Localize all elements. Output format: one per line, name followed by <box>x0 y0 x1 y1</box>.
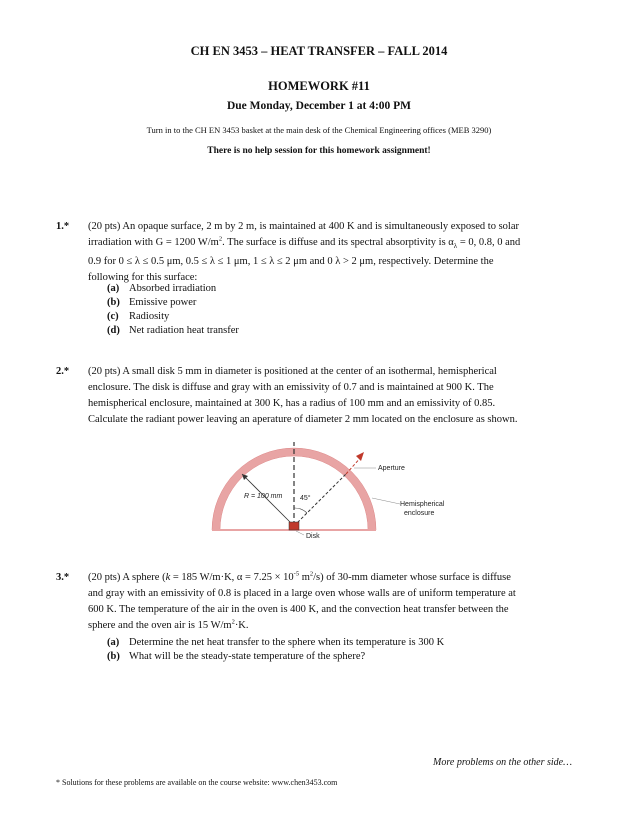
no-help-note: There is no help session for this homework assignment! <box>207 146 431 156</box>
course-title: CH EN 3453 – HEAT TRANSFER – FALL 2014 <box>190 44 448 58</box>
problem-number: 1.* <box>56 221 70 232</box>
list-item: (b) Emissive power <box>107 297 197 308</box>
problem-text-line: irradiation with G = 1200 $W/m^2$. The surface is diffuse and its spectral absorptivity is $\alpha_\lambda = 0$, 0.8, 0 and <box>88 235 521 251</box>
problem-text-line: (20 pts) A small disk 5 mm in diameter is positioned at the center of an isothermal, hemispherical <box>88 366 497 377</box>
problem-1-parts <box>107 282 239 338</box>
disk-label: Disk <box>306 533 320 540</box>
list-item: (c) Radiosity <box>107 311 170 322</box>
problem-text-line: hemispherical enclosure, maintained at 300 K, has a radius of 100 mm and an emissivity of 0.85. <box>88 398 496 409</box>
more-problems-note: More problems on the other side… <box>433 757 572 768</box>
hemisphere-diagram <box>204 438 474 546</box>
homework-title: HOMEWORK #11 <box>268 79 370 93</box>
problem-text-line: 600 K. The temperature of the air in the oven is 400 K, and the convection heat transfer between the <box>88 604 509 615</box>
problem-text-line: 0.9 for 0 ≤ λ ≤ 0.5 μm, 0.5 ≤ λ ≤ 1 μm, 1 ≤ λ ≤ 2 μm and 0 λ > 2 μm, respectively. Determine the <box>88 256 494 268</box>
problem-text-line: (20 pts) A sphere (k = 185 W/m·K, $\alpha = 7.25 \times 10^{-5}$ $m^2/s$) of 30-mm diameter whose surface is diffuse <box>88 570 511 583</box>
problem-text-line: enclosure. The disk is diffuse and gray with an emissivity of 0.7 and is maintained at 900 K. The <box>88 382 494 393</box>
list-item: (d) Net radiation heat transfer <box>107 325 239 336</box>
footnote: * Solutions for these problems are available on the course website: www.chen3453.com <box>56 778 338 787</box>
radius-line <box>242 474 294 526</box>
problem-text-line: Calculate the radiant power leaving an aperature of diameter 2 mm located on the enclosure as shown. <box>88 414 518 425</box>
list-item: (a) Determine the net heat transfer to the sphere when its temperature is 300 K <box>107 637 445 648</box>
problem-number: 2.* <box>56 366 70 377</box>
due-date: Due Monday, December 1 at 4:00 PM <box>226 100 412 112</box>
turn-in-note: Turn in to the CH EN 3453 basket at the main desk of the Chemical Engineering offices (MEB 3290) <box>146 125 492 135</box>
problem-text-line: following for this surface: <box>88 272 198 284</box>
enclosure-label: enclosure <box>404 510 435 517</box>
list-item: (a) Absorbed irradiation <box>107 283 217 294</box>
aperture-arrow-icon <box>356 452 364 461</box>
problem-text-line: and gray with an emissivity of 0.8 is placed in a large oven whose walls are of uniform temperature at <box>88 588 516 599</box>
angle-label: 45° <box>300 495 311 502</box>
radius-label: R = 100 mm <box>244 493 283 500</box>
problem-text-line: sphere and the oven air is 15 $W/m^2\cdot K$. <box>88 618 249 631</box>
disk <box>289 522 299 530</box>
problem-3-parts <box>107 636 444 664</box>
aperture-label: Aperture <box>378 465 405 472</box>
list-item: (b) What will be the steady-state temperature of the sphere? <box>107 651 366 662</box>
problem-number: 3.* <box>56 572 70 583</box>
enclosure-label: Hemispherical <box>400 501 445 508</box>
problem-text-line: (20 pts) An opaque surface, 2 m by 2 m, is maintained at 400 K and is simultaneously exposed to solar <box>88 221 520 232</box>
